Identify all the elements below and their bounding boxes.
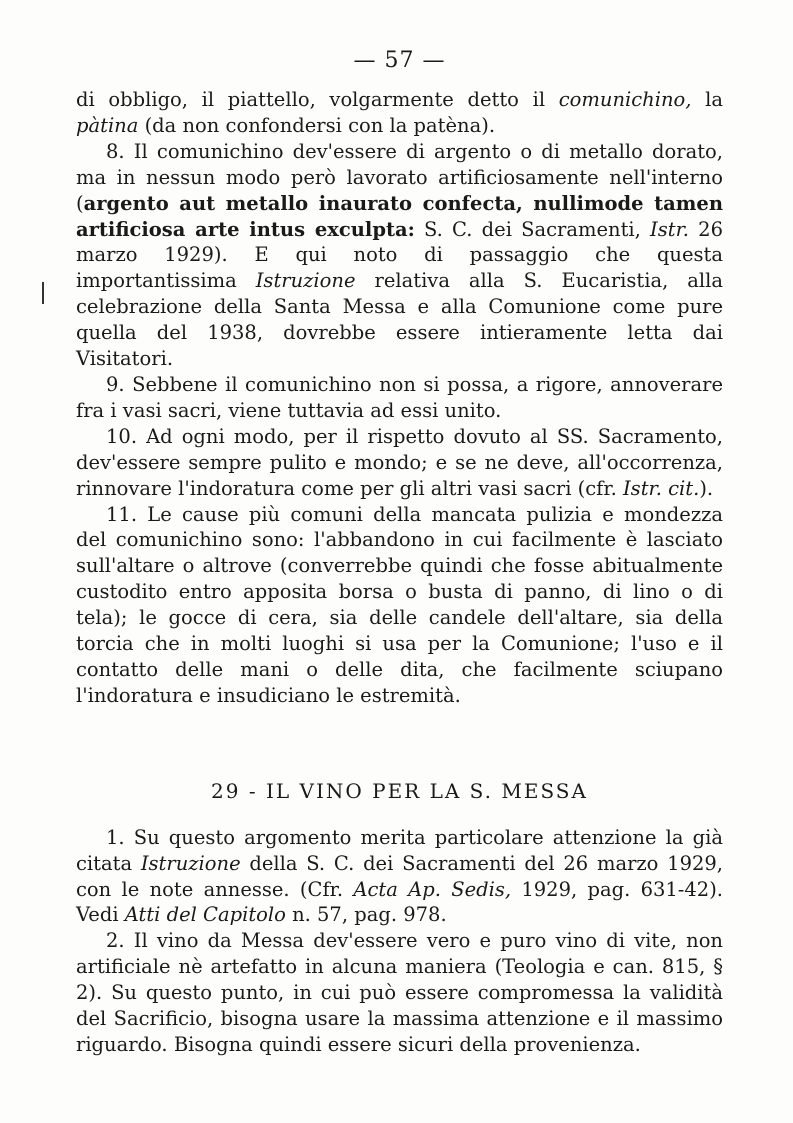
section-paragraph-2 <box>76 928 723 1058</box>
text-run: la <box>691 88 723 111</box>
text-run: 9. Sebbene il comunichino non si possa, a rigore, annoverare fra i vasi sacri, viene tuttavia ad essi unito. <box>76 372 723 422</box>
italic-run: Istr. <box>650 217 689 241</box>
paragraph-11 <box>76 502 723 709</box>
italic-run: comunichino, <box>558 88 692 111</box>
text-run: 8. Il comunichino dev'essere di argento o di metallo dorato, ma in nessun modo però lavorato artificiosamente nell'interno ( <box>76 139 723 215</box>
text-run: di obbligo, il piattello, volgarmente detto il <box>76 88 559 111</box>
text-run: 1. Su questo argomento merita particolare attenzione la già citata <box>76 825 723 875</box>
text-run: della S. C. dei Sacramenti del 26 marzo 1929, con le note annesse. (Cfr. <box>76 851 723 901</box>
bold-run: argento aut metallo inaurato confecta, nullimode tamen artificiosa arte intus exculpta: <box>76 191 723 241</box>
page-number: — 57 — <box>353 48 446 73</box>
section-title: 29 - IL VINO PER LA S. MESSA <box>211 778 588 803</box>
paragraph-9 <box>76 372 723 424</box>
paragraph-10 <box>76 424 723 502</box>
text-run: 26 marzo 1929). E qui noto di passaggio che questa importantissima <box>76 217 723 293</box>
text-run: (da non confondersi con la patèna). <box>138 113 496 137</box>
text-run: 2. Il vino da Messa dev'essere vero e puro vino di vite, non artificiale nè artefatto in alcuna maniera (Teologia e can. 815, § 2). Su questo punto, in cui può essere compromessa la validità del Sacrificio, bisogna usare la massima attenzione e il massimo riguardo. Bisogna quindi essere sicuri della provenienza. <box>76 929 723 1056</box>
text-run: 1929, pag. 631-42). Vedi <box>76 877 724 927</box>
text-run: n. 57, pag. 978. <box>285 903 447 927</box>
paragraph-continuation <box>76 87 723 139</box>
italic-run: Istr. cit. <box>622 476 700 500</box>
text-run: 11. Le cause più comuni della mancata pulizia e mondezza del comunichino sono: l'abbandono in cui facilmente è lasciato sull'altare o altrove (converrebbe quindi che fosse abitualmente custodito entro apposita borsa o busta di panno, di lino o di tela); le gocce di cera, sia delle candele dell'altare, sia della torcia che in molti luoghi si usa per la Comunione; l'uso e il contatto delle mani o delle dita, che facilmente sciupano l'indoratura e insudiciano le estremità. <box>76 502 723 707</box>
text-run: 10. Ad ogni modo, per il rispetto dovuto al SS. Sacramento, dev'essere sempre pulito e mondo; e se ne deve, all'occorrenza, rinnovare l'indoratura come per gli altri vasi sacri (cfr. <box>76 424 723 500</box>
text-run: ). <box>699 476 714 500</box>
italic-run: Acta Ap. Sedis, <box>353 877 512 901</box>
italic-run: Atti del Capitolo <box>124 903 286 927</box>
margin-mark <box>42 282 44 304</box>
text-run: S. C. dei Sacramenti, <box>414 217 651 241</box>
paragraph-8 <box>76 139 723 372</box>
italic-run: Istruzione <box>140 851 241 875</box>
text-run: relativa alla S. Eucaristia, alla celebrazione della Santa Messa e alla Comunione come pure quella del 1938, dovrebbe essere intieramente letta dai Visitatori. <box>76 269 724 371</box>
italic-run: pàtina <box>76 113 139 137</box>
section-paragraph-1 <box>76 825 723 929</box>
italic-run: Istruzione <box>255 269 356 293</box>
